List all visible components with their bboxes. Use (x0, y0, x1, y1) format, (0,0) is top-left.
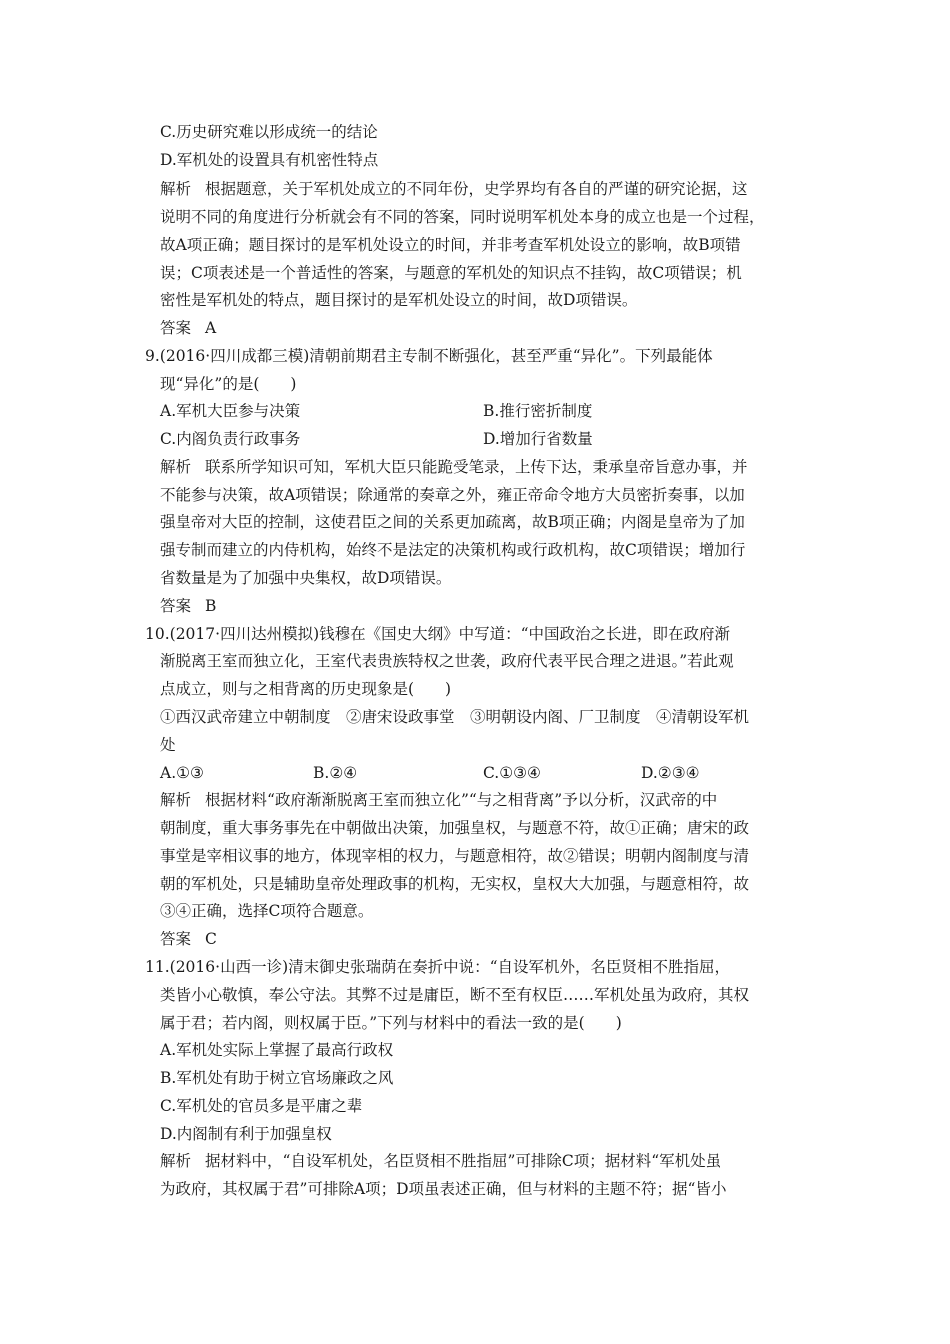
q10-stem-line-3: 点成立，则与之相背离的历史现象是( ) (160, 680, 452, 698)
q9-analysis-line-1: 解析 联系所学知识可知，军机大臣只能跪受笔录，上传下达，秉承皇帝旨意办事，并 (160, 458, 748, 476)
answer-value: C (205, 930, 217, 948)
q10-analysis-line-3: 事堂是宰相议事的地方，体现宰相的权力，与题意相符，故②错误；明朝内阁制度与清 (160, 847, 750, 865)
analysis-label: 解析 (160, 791, 192, 809)
q9-analysis-line-4: 强专制而建立的内侍机构，始终不是法定的决策机构或行政机构，故C项错误；增加行 (160, 541, 746, 559)
prev-analysis-line-3: 故A项正确；题目探讨的是军机处设立的时间，并非考查军机处设立的影响，故B项错 (160, 236, 741, 254)
prev-option-d: D.军机处的设置具有机密性特点 (160, 151, 379, 169)
q9-analysis-line-3: 强皇帝对大臣的控制，这使君臣之间的关系更加疏离，故B项正确；内阁是皇帝为了加 (160, 513, 745, 531)
prev-analysis-line-2: 说明不同的角度进行分析就会有不同的答案，同时说明军机处本身的成立也是一个过程， (160, 208, 765, 226)
q10-analysis-line-2: 朝制度，重大事务事先在中朝做出决策，加强皇权，与题意不符，故①正确；唐宋的政 (160, 819, 750, 837)
q9-stem-line-1: 9.(2016·四川成都三模)清朝前期君主专制不断强化，甚至严重“异化”。下列最能体 (145, 347, 713, 365)
q10-option-c: C.①③④ (483, 764, 541, 782)
q10-analysis-line-5: ③④正确，选择C项符合题意。 (160, 902, 374, 920)
q11-analysis-line-2: 为政府，其权属于君”可排除A项；D项虽表述正确，但与材料的主题不符；据“皆小 (160, 1180, 727, 1198)
q11-option-a: A.军机处实际上掌握了最高行政权 (160, 1041, 394, 1059)
q10-stem-line-1: 10.(2017·四川达州模拟)钱穆在《国史大纲》中写道：“中国政治之长进，即在政府渐 (145, 625, 731, 643)
q9-analysis-line-2: 不能参与决策，故A项错误；除通常的奏章之外，雍正帝命令地方大员密折奏事，以加 (160, 486, 745, 504)
q10-answer (160, 926, 217, 952)
q11-option-d: D.内阁制有利于加强皇权 (160, 1125, 332, 1143)
q10-items-line-1: ①西汉武帝建立中朝制度 ②唐宋设政事堂 ③明朝设内阁、厂卫制度 ④清朝设军机 (160, 708, 750, 726)
answer-label: 答案 (160, 930, 192, 948)
q11-stem-line-2: 类皆小心敬慎，奉公守法。其弊不过是庸臣，断不至有权臣……军机处虽为政府，其权 (160, 986, 750, 1004)
analysis-label: 解析 (160, 180, 192, 198)
prev-answer (160, 315, 216, 341)
q10-analysis-line-4: 朝的军机处，只是辅助皇帝处理政事的机构，无实权，皇权大大加强，与题意相符，故 (160, 875, 750, 893)
q11-option-b: B.军机处有助于树立官场廉政之风 (160, 1069, 394, 1087)
q9-option-b: B.推行密折制度 (483, 402, 593, 420)
q11-stem-line-1: 11.(2016·山西一诊)清末御史张瑞荫在奏折中说：“自设军机外，名臣贤相不胜指屈， (145, 958, 731, 976)
q9-stem-line-2: 现“异化”的是( ) (160, 375, 297, 393)
q11-option-c: C.军机处的官员多是平庸之辈 (160, 1097, 363, 1115)
answer-value: A (205, 319, 217, 337)
prev-option-c: C.历史研究难以形成统一的结论 (160, 123, 378, 141)
prev-analysis-line-4: 误；C项表述是一个普适性的答案，与题意的军机处的知识点不挂钩，故C项错误；机 (160, 264, 742, 282)
analysis-label: 解析 (160, 1152, 192, 1170)
q10-option-a: A.①③ (160, 764, 204, 782)
q9-analysis-line-5: 省数量是为了加强中央集权，故D项错误。 (160, 569, 452, 587)
analysis-label: 解析 (160, 458, 192, 476)
q9-option-d: D.增加行省数量 (483, 430, 593, 448)
answer-label: 答案 (160, 597, 192, 615)
q10-option-d: D.②③④ (641, 764, 700, 782)
answer-value: B (205, 597, 217, 615)
q11-stem-line-3: 属于君；若内阁，则权属于臣。”下列与材料中的看法一致的是( ) (160, 1014, 622, 1032)
q10-stem-line-2: 渐脱离王室而独立化，王室代表贵族特权之世袭，政府代表平民合理之进退。”若此观 (160, 652, 734, 670)
prev-analysis-line-5: 密性是军机处的特点，题目探讨的是军机处设立的时间，故D项错误。 (160, 291, 638, 309)
q10-analysis-line-1: 解析 根据材料“政府渐渐脱离王室而独立化”“与之相背离”予以分析，汉武帝的中 (160, 791, 718, 809)
answer-label: 答案 (160, 319, 192, 337)
q10-option-b: B.②④ (313, 764, 358, 782)
q11-analysis-line-1: 解析 据材料中，“自设军机处，名臣贤相不胜指屈”可排除C项；据材料“军机处虽 (160, 1152, 722, 1170)
q9-answer (160, 593, 216, 619)
prev-analysis-line-1: 解析 根据题意，关于军机处成立的不同年份，史学界均有各自的严谨的研究论据，这 (160, 180, 748, 198)
q10-items-line-2: 处 (160, 736, 176, 754)
q9-option-a: A.军机大臣参与决策 (160, 402, 301, 420)
q9-option-c: C.内阁负责行政事务 (160, 430, 301, 448)
